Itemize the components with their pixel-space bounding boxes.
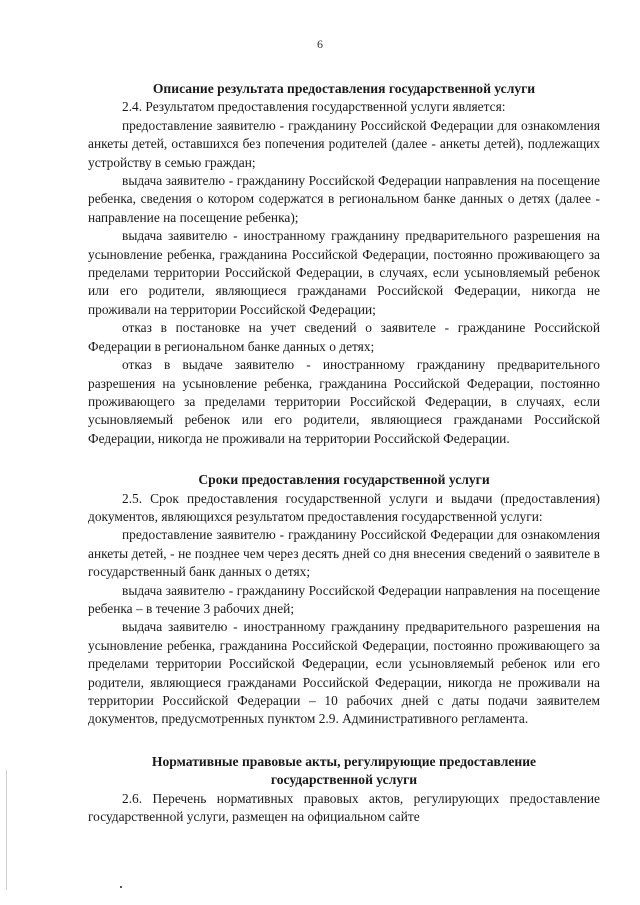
paragraph: выдача заявителю - иностранному гражданину предварительного разрешения на усыновление ребенка, гражданина Российской Федерации, постоянно проживающего за пределами территории Российской Федерации, в случаях, если усыновляемый ребенок или его родители, являющиеся гражданами Российской Федерации, никогда не проживали на территории Российской Федерации; [88, 228, 600, 317]
section-legal-acts [88, 753, 600, 827]
page-number: 6 [317, 37, 323, 51]
paragraph: предоставление заявителю - гражданину Российской Федерации для ознакомления анкеты детей, оставшихся без попечения родителей (далее - анкеты детей), подлежащих устройству в семью граждан; [88, 117, 600, 170]
scan-speck [120, 886, 122, 888]
heading-line: Нормативные правовые акты, регулирующие предоставление [151, 753, 537, 769]
section-heading-legal-acts [88, 753, 600, 790]
paragraph: 2.5. Срок предоставления государственной услуги и выдачи (предоставления) документов, являющихся результатом предоставления государственной услуги: [88, 490, 600, 524]
section-spacer [88, 448, 600, 471]
paragraph: выдача заявителю - гражданину Российской Федерации направления на посещение ребенка, сведения о котором содержатся в региональном банке данных о детях (далее - направление на посещение ребенка); [88, 173, 600, 225]
scan-edge-mark [6, 770, 7, 890]
section-heading-result: Описание результата предоставления государственной услуги [152, 81, 536, 96]
paragraph: выдача заявителю - иностранному гражданину предварительного разрешения на усыновление ребенка, гражданина Российской Федерации, постоянно проживающего за пределами территории Российской Федерации, если усыновляемый ребенок или его родители, являющиеся гражданами Российской Федерации, никогда не проживали на территории Российской Федерации – 10 рабочих дней с даты подачи заявителем документов, предусмотренных пунктом 2.9. Административного регламента. [88, 619, 600, 727]
paragraph: отказ в постановке на учет сведений о заявителе - гражданине Российской Федерации в региональном банке данных о детях; [88, 320, 600, 354]
document-body [88, 80, 600, 826]
paragraph: 2.4. Результатом предоставления государственной услуги является: [122, 99, 506, 115]
paragraph: отказ в выдаче заявителю - иностранному гражданину предварительного разрешения на усыновление ребенка, гражданина Российской Федерации, постоянно проживающего за пределами территории Российской Федерации, в случаях, если усыновляемый ребенок или его родители, являющиеся гражданами Российской Федерации, никогда не проживали на территории Российской Федерации. [88, 357, 600, 446]
section-spacer [88, 729, 600, 753]
heading-line: государственной услуги [270, 772, 418, 788]
paragraph: предоставление заявителю - гражданину Российской Федерации для ознакомления анкеты детей, - не позднее чем через десять дней со дня внесения сведений о заявителе в государственный банк данных о детях; [88, 527, 600, 580]
section-terms [88, 471, 600, 729]
paragraph: 2.6. Перечень нормативных правовых актов, регулирующих предоставление государственной услуги, размещен на официальном сайте [88, 790, 600, 825]
paragraph: выдача заявителю - гражданину Российской Федерации направления на посещение ребенка – в течение 3 рабочих дней; [88, 582, 600, 616]
section-heading-terms: Сроки предоставления государственной услуги [198, 472, 490, 488]
section-result [88, 80, 600, 448]
